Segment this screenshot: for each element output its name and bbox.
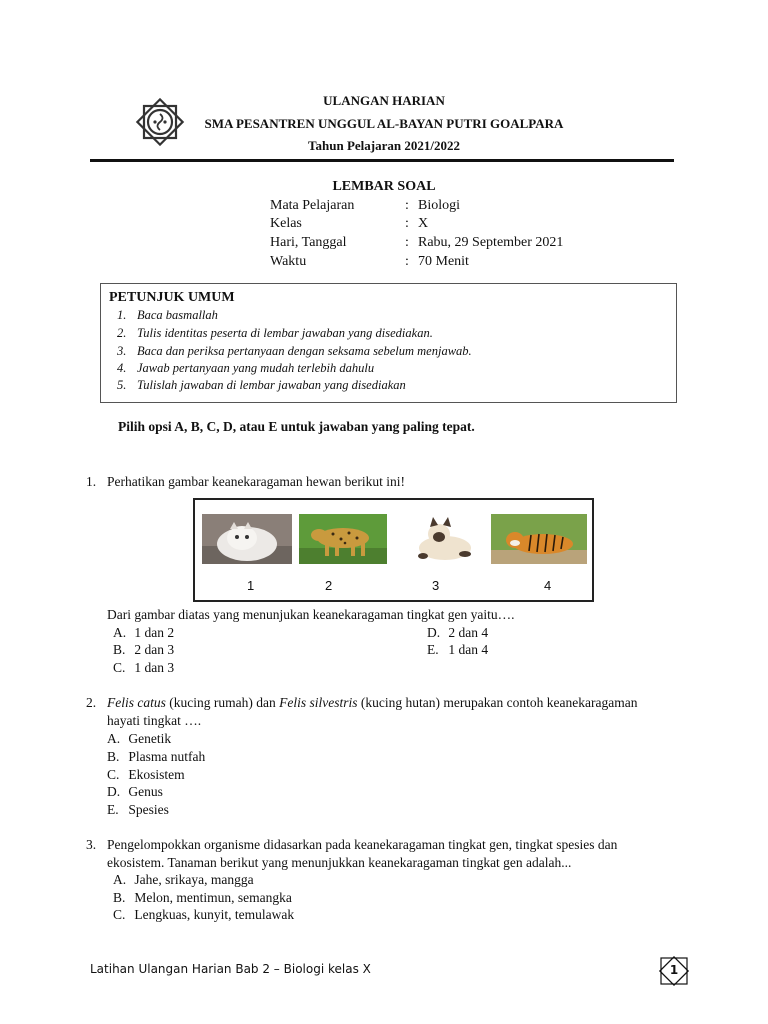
instruction-text: Jawab pertanyaan yang mudah terlebih dahulu: [137, 361, 375, 375]
option-letter: A.: [113, 625, 127, 640]
question-followup: Dari gambar diatas yang menunjukan keanekaragaman tingkat gen yaitu….: [107, 607, 515, 622]
instruction-item: [117, 361, 374, 376]
info-sep: :: [405, 216, 409, 231]
image-label: 1: [247, 578, 255, 593]
option-letter: D.: [107, 784, 121, 799]
option-text: 1 dan 2: [134, 625, 175, 640]
option-letter: B.: [113, 890, 126, 905]
info-key: Mata Pelajaran: [270, 198, 355, 213]
answer-option: [107, 802, 169, 818]
siamese-cat-image: [403, 514, 487, 564]
option-letter: D.: [427, 625, 441, 640]
answer-option: [113, 642, 174, 658]
answer-option: [107, 749, 205, 765]
option-text: Genus: [128, 784, 163, 799]
option-text: Melon, mentimun, semangka: [134, 890, 292, 905]
general-instructions-box: [100, 283, 677, 403]
info-value: Rabu, 29 September 2021: [418, 235, 564, 250]
instruction-text: Tulislah jawaban di lembar jawaban yang disediakan: [137, 378, 406, 392]
question-text-line2: hayati tingkat ….: [107, 713, 202, 728]
question-text-part: (kucing rumah) dan: [165, 695, 280, 710]
info-sep: :: [405, 254, 409, 269]
info-key: Kelas: [270, 216, 302, 231]
instruction-text: Baca basmallah: [137, 308, 218, 322]
sheet-title: LEMBAR SOAL: [332, 179, 436, 194]
instruction-item: [117, 378, 406, 393]
info-sep: :: [405, 235, 409, 250]
question-number: 1.: [86, 474, 97, 489]
option-letter: B.: [107, 749, 120, 764]
answer-option: [113, 872, 254, 888]
option-text: Genetik: [128, 731, 172, 746]
info-value: Biologi: [418, 198, 461, 213]
question-text: Pengelompokkan organisme didasarkan pada keanekaragaman tingkat gen, tingkat spesies dan: [107, 837, 618, 852]
image-label: 2: [325, 578, 333, 593]
option-letter: B.: [113, 642, 126, 657]
answer-option: [427, 642, 488, 658]
answer-option: [427, 625, 488, 641]
instruction-num: 3.: [117, 344, 127, 358]
option-text: Lengkuas, kunyit, temulawak: [134, 907, 295, 922]
option-text: 1 dan 4: [448, 642, 489, 657]
option-text: Plasma nutfah: [128, 749, 206, 764]
info-value: X: [418, 216, 429, 231]
answer-option: [107, 767, 185, 783]
question-text: [107, 695, 637, 711]
option-letter: A.: [107, 731, 121, 746]
instruction-item: [117, 326, 433, 341]
instruction-text: Tulis identitas peserta di lembar jawaban yang disediakan.: [137, 326, 433, 340]
info-sep: :: [405, 198, 409, 213]
instructions-title: PETUNJUK UMUM: [109, 290, 235, 305]
option-letter: E.: [107, 802, 119, 817]
answer-option: [113, 625, 174, 641]
option-text: Spesies: [128, 802, 169, 817]
instruction-item: [117, 344, 472, 359]
option-letter: C.: [113, 907, 126, 922]
instruction-num: 4.: [117, 361, 127, 375]
option-text: Ekosistem: [128, 767, 185, 782]
question-text: Perhatikan gambar keanekaragaman hewan berikut ini!: [107, 474, 405, 489]
option-letter: C.: [107, 767, 120, 782]
question-number: 2.: [86, 695, 97, 710]
leopard-image: [299, 514, 387, 564]
option-letter: C.: [113, 660, 126, 675]
info-value: 70 Menit: [418, 254, 469, 269]
footer-text: Latihan Ulangan Harian Bab 2 – Biologi kelas X: [90, 962, 371, 976]
question-text-line2: ekosistem. Tanaman berikut yang menunjukkan keanekaragaman tingkat gen adalah...: [107, 855, 572, 870]
answer-option: [113, 660, 174, 676]
tiger-image: [491, 514, 587, 564]
instruction-item: [117, 308, 218, 323]
species-name: Felis catus: [107, 695, 166, 710]
instruction-num: 2.: [117, 326, 127, 340]
page-number: 1: [669, 963, 679, 977]
image-label: 3: [432, 578, 440, 593]
header-divider: [90, 159, 674, 162]
question-text-part: (kucing hutan) merupakan contoh keanekaragaman: [357, 695, 638, 710]
page-number-badge: [658, 955, 690, 987]
option-letter: E.: [427, 642, 439, 657]
option-text: 2 dan 4: [448, 625, 489, 640]
animal-images-panel: [193, 498, 594, 602]
academic-year: Tahun Pelajaran 2021/2022: [308, 138, 460, 153]
option-text: Jahe, srikaya, mangga: [134, 872, 254, 887]
option-text: 1 dan 3: [134, 660, 175, 675]
option-text: 2 dan 3: [134, 642, 175, 657]
info-key: Waktu: [270, 254, 307, 269]
instruction-num: 5.: [117, 378, 127, 392]
answer-option: [113, 907, 294, 923]
answer-instruction: Pilih opsi A, B, C, D, atau E untuk jawaban yang paling tepat.: [118, 419, 475, 434]
option-letter: A.: [113, 872, 127, 887]
instruction-num: 1.: [117, 308, 127, 322]
answer-option: [107, 784, 163, 800]
species-name: Felis silvestris: [279, 695, 358, 710]
school-name: SMA PESANTREN UNGGUL AL-BAYAN PUTRI GOALPARA: [204, 116, 564, 131]
answer-option: [107, 731, 171, 747]
instruction-text: Baca dan periksa pertanyaan dengan seksama sebelum menjawab.: [137, 344, 472, 358]
answer-option: [113, 890, 292, 906]
persian-cat-image: [202, 514, 292, 564]
question-number: 3.: [86, 837, 97, 852]
image-label: 4: [544, 578, 552, 593]
header-title: ULANGAN HARIAN: [323, 93, 445, 108]
info-key: Hari, Tanggal: [270, 235, 347, 250]
